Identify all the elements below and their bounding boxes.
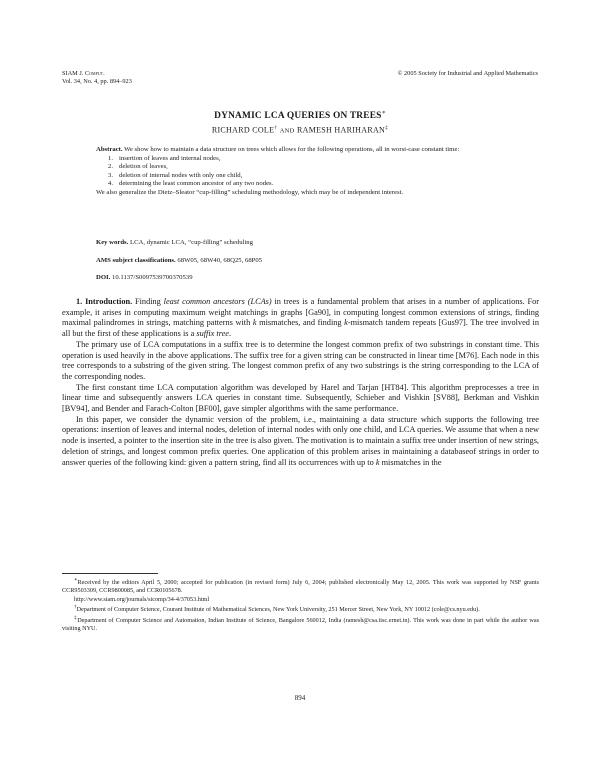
page-number: 894: [294, 694, 306, 702]
abstract-intro: We show how to maintain a data structure on trees which allows for the following operations, all in worst-case constant time:: [124, 146, 460, 153]
copyright-notice: © 2005 Society for Industrial and Applied Mathematics: [397, 70, 538, 77]
doi-text: 10.1137/S0097539700370539: [111, 274, 193, 281]
section-number: 1.: [76, 297, 83, 306]
footnote-url: http://www.siam.org/journals/sicomp/34-4/37053.html: [74, 595, 210, 603]
doi: [82, 274, 529, 283]
author-and: AND: [279, 127, 295, 135]
list-item: 3. deletion of internal nodes with only one child,: [108, 171, 243, 179]
list-item: 2. deletion of leaves,: [108, 163, 168, 171]
keywords-label: Key words.: [96, 239, 129, 246]
list-item: 1. insertion of leaves and internal nodes,: [108, 154, 221, 162]
intro-paragraph-4: In this paper, we consider the dynamic version of the problem, i.e., maintaining a data structure which supports the following tree operations: insertion of leaves and internal nodes, deletion of internal nodes with only one child, and LCA queries. We assume that when a new node is inserted, a pointer to the insertion site in the tree is also given. The motivation is to maintain a suffix tree under insertion of new strings, deletion of strings, and longest common prefix queries. One application of this problem arises in maintaining a databaseof strings in order to answer queries of the following kind: given a pattern string, find all its occurrences with up to k mismatches in the: [62, 414, 539, 467]
doi-label: DOI.: [96, 274, 111, 281]
footnote-received: ∗Received by the editors April 5, 2000; accepted for publication (in revised form) July 6, 2004; published electronically May 12, 2005. This work was supported by NSF grants CCR9503309, CCR9800085, and CCR0105678.: [62, 577, 539, 594]
abstract-label: Abstract.: [96, 146, 123, 153]
intro-paragraph-3: The first constant time LCA computation algorithm was developed by Harel and Tarjan [HT84]. This algorithm preprocesses a tree in linear time and subsequently answers LCA queries in constant time. Subsequently, Schieber and Vishkin [SV88], Berkman and Vishkin [BV94], and Bender and Farach-Colton [BF00], gave simpler algorithms with the same performance.: [62, 382, 539, 414]
volume-pages: Vol. 34, No. 4, pp. 894–923: [62, 78, 132, 85]
abstract-closing: We also generalize the Dietz–Sleator “cup-filling” scheduling methodology, which may be of independent interest.: [96, 188, 404, 196]
title-footnote-mark: ∗: [381, 110, 386, 116]
ams-text: 68W05, 68W40, 68Q25, 68P05: [177, 257, 263, 264]
ams-classifications: [82, 257, 529, 266]
journal-header: [62, 70, 132, 86]
ams-label: AMS subject classifications.: [96, 257, 176, 264]
section-heading: Introduction.: [85, 297, 133, 306]
author-1-mark: †: [274, 125, 278, 131]
paper-title: [0, 109, 600, 121]
footnote-rule: [62, 573, 158, 574]
journal-name: SIAM J. Comput.: [62, 70, 105, 77]
abstract-operations-list: [82, 155, 529, 189]
author-2-mark: ‡: [385, 125, 389, 131]
intro-paragraph-1: 1. Introduction. Finding least common ancestors (LCAs) in trees is a fundamental problem that arises in a number of applications. For example, it arises in computing maximum weight matchings in graphs [Ga90], in computing longest common extensions of strings, finding maximal palindromes in strings, matching patterns with k mismatches, and finding k-mismatch tandem repeats [Gus97]. The tree involved in all but the first of these applications is a suffix tree.: [62, 297, 540, 339]
footnote-hariharan: ‡Department of Computer Science and Automation, Indian Institute of Science, Bangalore 560012, India (ramesh@csa.iisc.ernet.in). This work was done in part while the author was visiting NYU.: [62, 615, 539, 633]
footnotes: [62, 577, 539, 633]
footnote-cole: †Department of Computer Science, Courant Institute of Mathematical Sciences, New York University, 251 Mercer Street, New York, NY 10012 (cole@cs.nyu.edu).: [74, 604, 480, 614]
author-line: [0, 125, 600, 135]
list-item: 4. determining the least common ancestor of any two nodes.: [108, 180, 274, 188]
intro-paragraph-2: The primary use of LCA computations in a suffix tree is to determine the longest common prefix of two substrings in constant time. This operation is used heavily in the above applications. The suffix tree for a given string can be constructed in linear time [M76]. Each node in this tree corresponds to a substring of the given string. The longest common prefix of any two substrings is the string corresponding to the LCA of the corresponding nodes.: [62, 339, 539, 381]
author-2: RAMESH HARIHARAN: [296, 125, 386, 135]
keywords-text: LCA, dynamic LCA, “cup-filling” scheduling: [130, 239, 253, 246]
section-introduction: [62, 297, 539, 468]
keywords: [82, 239, 529, 248]
title-text: DYNAMIC LCA QUERIES ON TREES: [214, 111, 382, 122]
abstract: [82, 146, 529, 198]
author-1: RICHARD COLE: [211, 125, 275, 135]
